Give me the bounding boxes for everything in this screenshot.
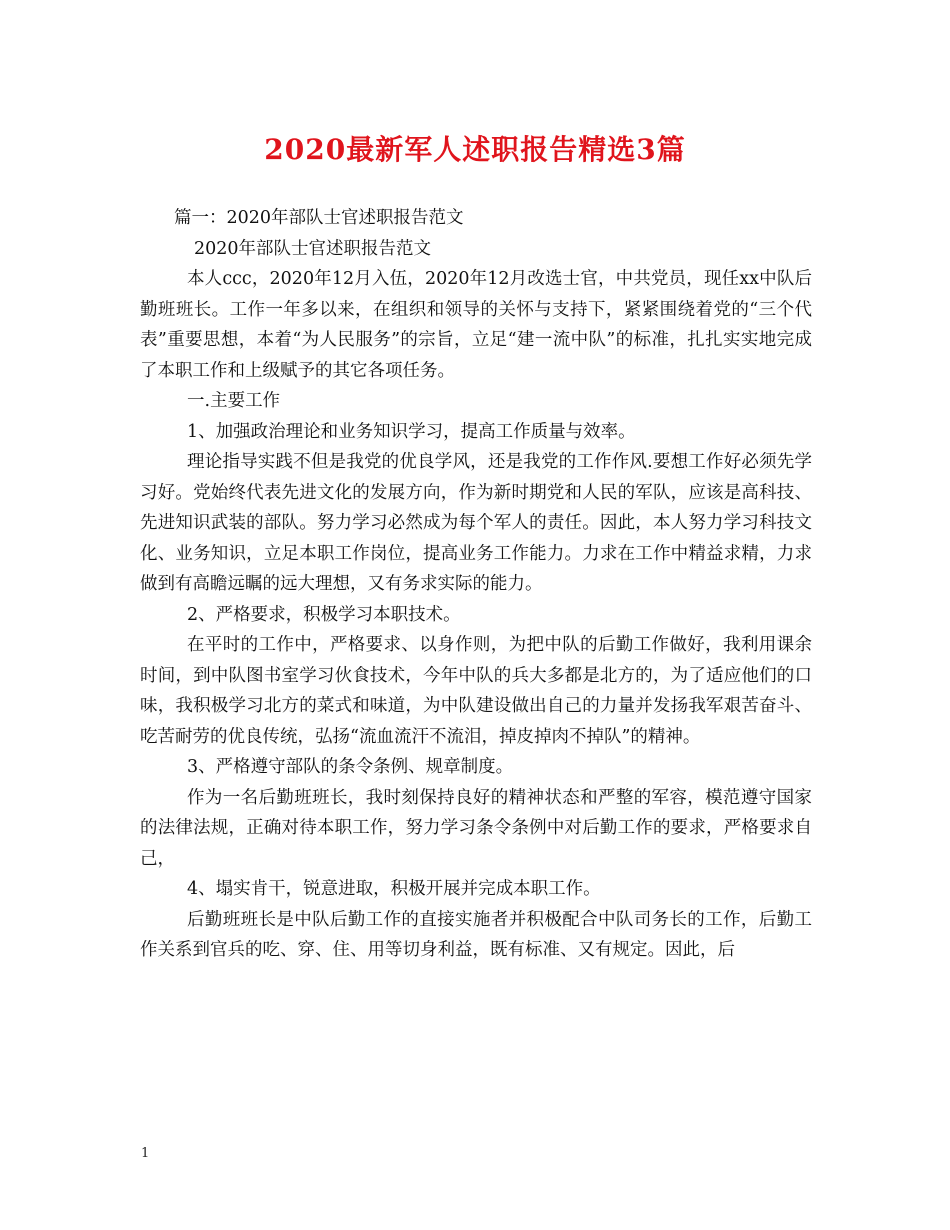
body-paragraph: 1、加强政治理论和业务知识学习，提高工作质量与效率。 xyxy=(187,421,636,442)
subsection-heading: 2020年部队士官述职报告范文 xyxy=(194,238,432,259)
body-paragraph: 理论指导实践不但是我党的优良学风，还是我党的工作作风.要想工作好必须先学习好。党始终代表先进文化的发展方向，作为新时期党和人民的军队，应该是高科技、先进知识武装的部队。努力学习必然成为每个军人的责任。因此，本人努力学习科技文化、业务知识，立足本职工作岗位，提高业务工作能力。力求在工作中精益求精，力求做到有高瞻远瞩的远大理想，又有务求实际的能力。 xyxy=(140,452,812,594)
body-paragraph: 2、严格要求，积极学习本职技术。 xyxy=(187,604,461,625)
body-paragraph: 在平时的工作中，严格要求、以身作则，为把中队的后勤工作做好，我利用课余时间，到中队图书室学习伙食技术，今年中队的兵大多都是北方的，为了适应他们的口味，我积极学习北方的菜式和味道，为中队建设做出自己的力量并发扬我军艰苦奋斗、吃苦耐劳的优良传统，弘扬“流血流汗不流泪，掉皮掉肉不掉队”的精神。 xyxy=(140,635,812,747)
body-paragraph: 作为一名后勤班班长，我时刻保持良好的精神状态和严整的军容，模范遵守国家的法律法规，正确对待本职工作，努力学习条令条例中对后勤工作的要求，严格要求自己， xyxy=(140,787,812,869)
body-paragraph: 本人ccc，2020年12月入伍，2020年12月改选士官，中共党员，现任xx中队后勤班班长。工作一年多以来，在组织和领导的关怀与支持下，紧紧围绕着党的“三个代表”重要思想，本着“为人民服务”的宗旨，立足“建一流中队”的标准，扎扎实实地完成了本职工作和上级赋予的其它各项任务。 xyxy=(140,269,812,381)
body-paragraph: 一.主要工作 xyxy=(187,391,281,411)
page-number: 1 xyxy=(141,1146,150,1161)
body-paragraph: 4、塌实肯干，锐意进取，积极开展并完成本职工作。 xyxy=(187,879,601,899)
body-paragraph: 3、严格遵守部队的条令条例、规章制度。 xyxy=(187,757,514,777)
body-paragraph: 后勤班班长是中队后勤工作的直接实施者并积极配合中队司务长的工作，后勤工作关系到官兵的吃、穿、住、用等切身利益，既有标准、又有规定。因此，后 xyxy=(140,909,812,960)
document-body xyxy=(140,203,812,966)
section-heading: 篇一：2020年部队士官述职报告范文 xyxy=(174,208,464,228)
document-title: 2020最新军人述职报告精选3篇 xyxy=(264,133,686,166)
